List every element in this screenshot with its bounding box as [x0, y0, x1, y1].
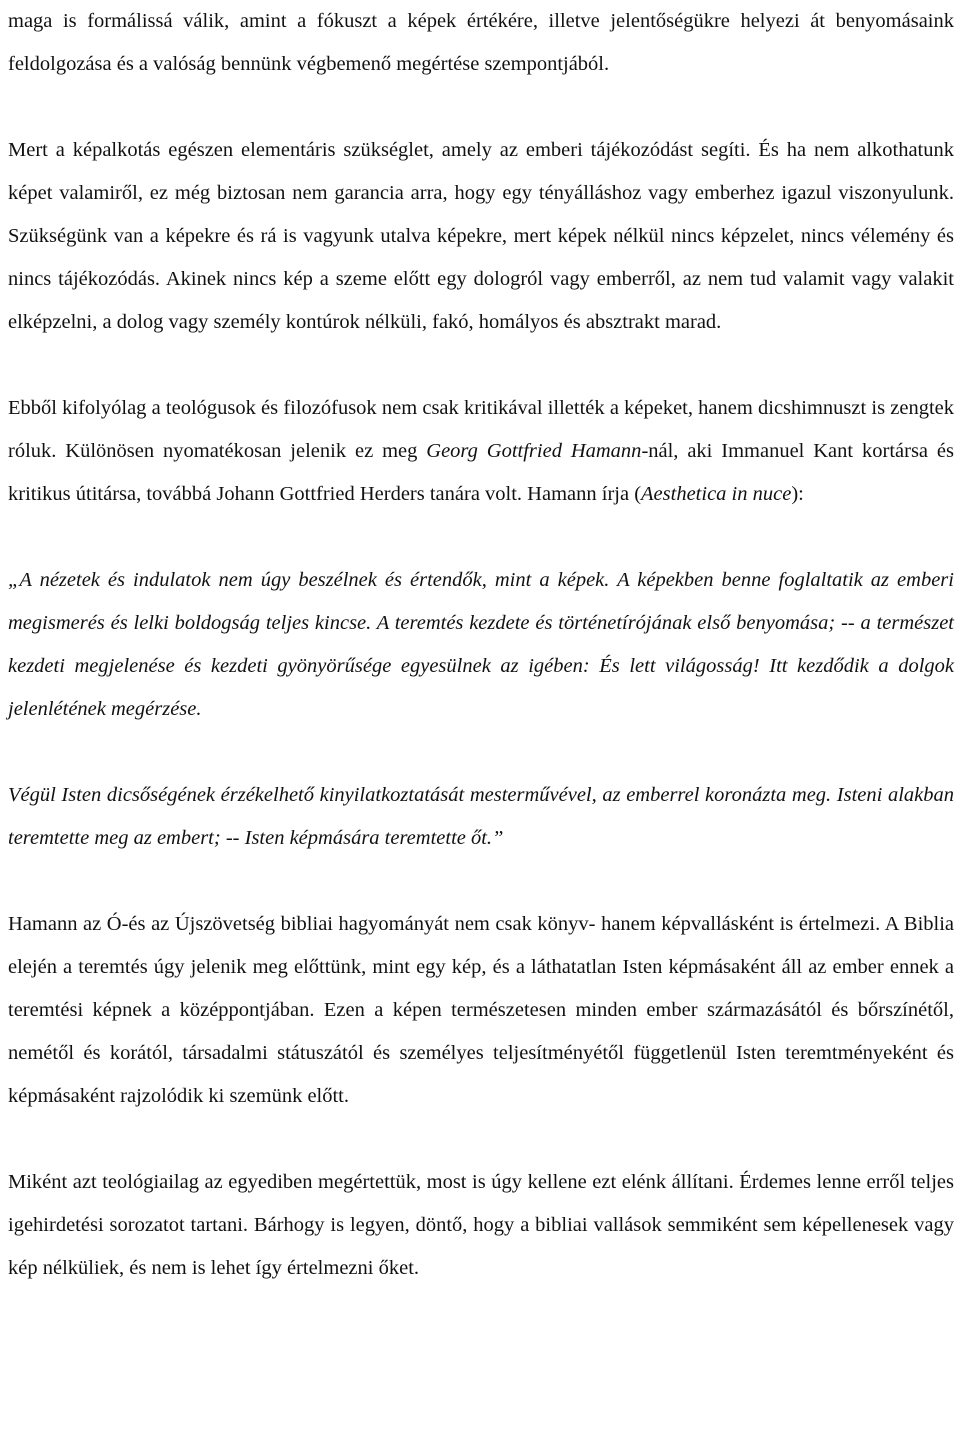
paragraph-gap: [8, 731, 954, 774]
paragraph-gap: [8, 516, 954, 559]
document-page: [8, 0, 954, 1290]
paragraph-1: maga is formálissá válik, amint a fókuszt a képek értékére, illetve jelentőségükre helyezi át benyomásaink feldolgozása és a valóság bennünk végbemenő megértése szempontjából.: [8, 10, 954, 75]
work-title-italic: Aesthetica in nuce: [641, 483, 792, 505]
paragraph-5: Miként azt teológiailag az egyediben megértettük, most is úgy kellene ezt elénk állítani. Érdemes lenne erről teljes igehirdetési sorozatot tartani. Bárhogy is legyen, döntő, hogy a bibliai vallások semmiként sem képellenesek vagy kép nélküliek, és nem is lehet így értelmezni őket.: [8, 1171, 954, 1279]
hamann-name-italic: Georg Gottfried Hamann: [426, 440, 642, 462]
paragraph-3: [8, 387, 954, 516]
paragraph-3-text-a: Ebből kifolyólag a teológusok és filozófusok nem csak kritikával illették a képeket, hanem dicshimnuszt is zengtek róluk. Különösen nyomatékosan jelenik ez meg: [8, 397, 954, 462]
paragraph-gap: [8, 344, 954, 387]
paragraph-gap: [8, 1118, 954, 1161]
quote-paragraph-1: „A nézetek és indulatok nem úgy beszélnek és értendők, mint a képek. A képekben benne foglaltatik az emberi megismerés és lelki boldogság teljes kincse. A teremtés kezdete és történetírójának első benyomása; -- a természet kezdeti megjelenése és kezdeti gyönyörűsége egyesülnek az igében: És lett világosság! Itt kezdődik a dolgok jelenlétének megérzése.: [8, 569, 954, 720]
paragraph-2: Mert a képalkotás egészen elementáris szükséglet, amely az emberi tájékozódást segíti. És ha nem alkothatunk képet valamiről, ez még biztosan nem garancia arra, hogy egy tényálláshoz vagy emberhez igazul viszonyulunk. Szükségünk van a képekre és rá is vagyunk utalva képekre, mert képek nélkül nincs képzelet, nincs vélemény és nincs tájékozódás. Akinek nincs kép a szeme előtt egy dologról vagy emberről, az nem tud valamit vagy valakit elképzelni, a dolog vagy személy kontúrok nélküli, fakó, homályos és absztrakt marad.: [8, 139, 954, 333]
paragraph-gap: [8, 860, 954, 903]
paragraph-gap: [8, 86, 954, 129]
paragraph-4: Hamann az Ó-és az Újszövetség bibliai hagyományát nem csak könyv- hanem képvallásként is értelmezi. A Biblia elején a teremtés úgy jelenik meg előttünk, mint egy kép, és a láthatatlan Isten képmásaként áll az ember ennek a teremtési képnek a középpontjában. Ezen a képen természetesen minden ember származásától és bőrszínétől, nemétől és korától, társadalmi státuszától és személyes teljesítményétől függetlenül Isten teremtményeként és képmásaként rajzolódik ki szemünk előtt.: [8, 913, 954, 1107]
quote-paragraph-2: Végül Isten dicsőségének érzékelhető kinyilatkoztatását mesterművével, az emberrel koronázta meg. Isteni alakban teremtette meg az embert; -- Isten képmására teremtette őt.”: [8, 784, 954, 849]
paragraph-3-text-b: -nál, aki Immanuel Kant kortársa és kritikus útitársa, továbbá Johann Gottfried Herders tanára volt. Hamann írja (: [8, 440, 954, 505]
paragraph-3-text-c: ):: [791, 483, 804, 505]
